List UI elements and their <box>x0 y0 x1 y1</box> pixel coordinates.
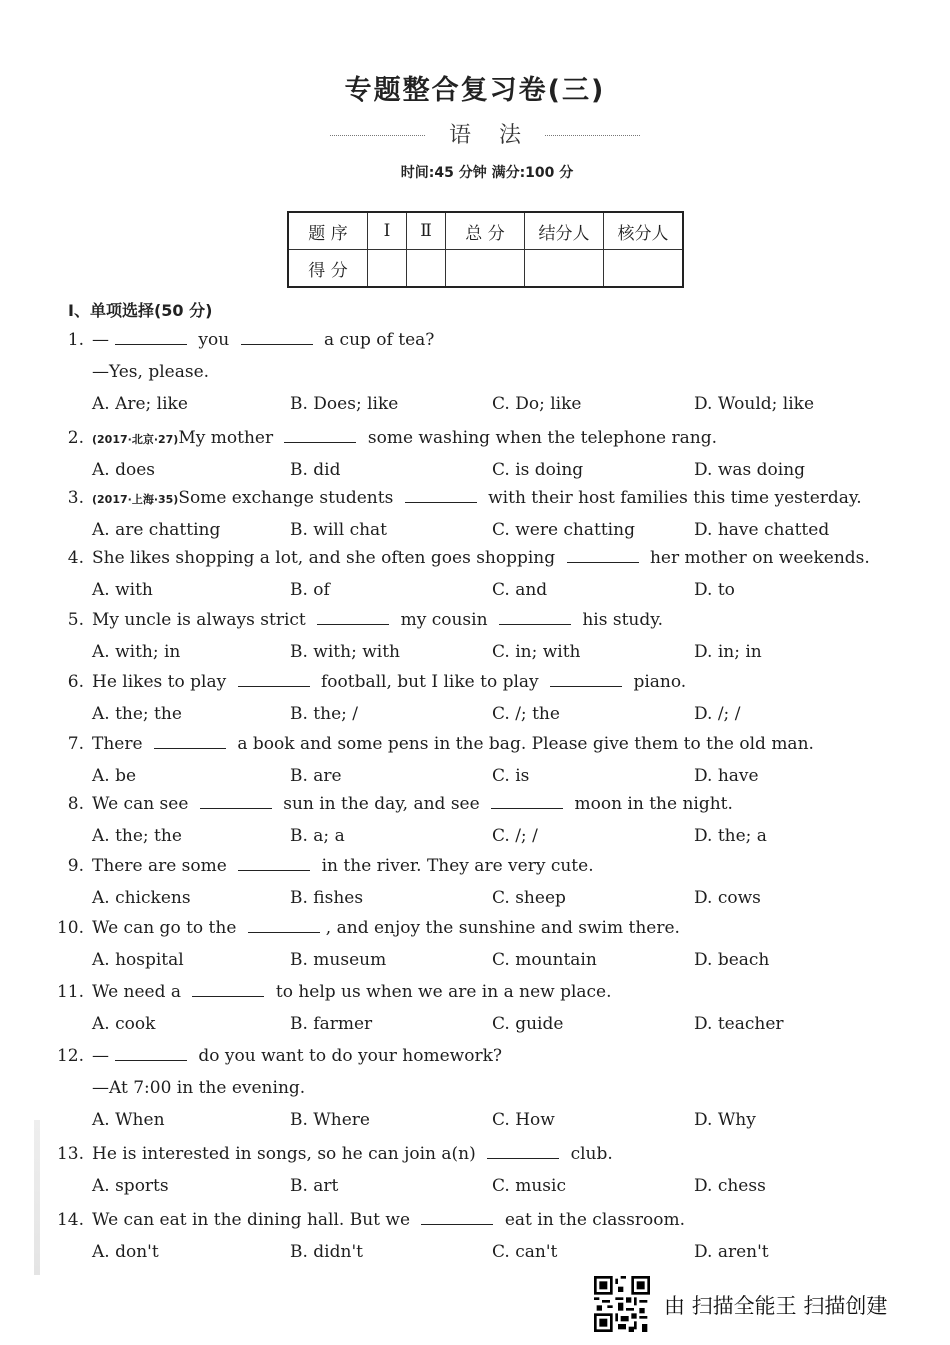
score-cell-checker: 核分人 <box>604 212 684 250</box>
answer-option[interactable]: D. chess <box>694 1176 766 1196</box>
question-text <box>92 330 434 350</box>
question-number: 1. <box>67 330 84 350</box>
answer-option[interactable]: B. farmer <box>290 1014 373 1034</box>
section-heading: Ⅰ、单项选择(50 分) <box>68 301 213 320</box>
answer-option[interactable]: C. /; / <box>492 826 538 846</box>
answer-blank[interactable] <box>405 488 477 503</box>
question-text <box>92 982 612 1002</box>
question-text-pre: We can eat in the dining hall. But we <box>92 1210 416 1230</box>
question-text-post: his study. <box>576 610 663 630</box>
answer-blank[interactable] <box>115 330 187 345</box>
question-text-pre: Some exchange students <box>178 488 399 508</box>
score-input-scorer[interactable] <box>525 250 604 288</box>
question-text <box>92 548 870 568</box>
question-number: 5. <box>67 610 84 630</box>
answer-option[interactable]: D. the; a <box>694 826 767 846</box>
answer-option[interactable]: C. were chatting <box>492 520 635 540</box>
answer-blank[interactable] <box>491 794 563 809</box>
answer-option[interactable]: A. cook <box>92 1014 156 1034</box>
answer-blank[interactable] <box>154 734 226 749</box>
question-number: 3. <box>67 488 84 508</box>
question-text-pre: We need a <box>92 982 187 1002</box>
score-input-part2[interactable] <box>407 250 446 288</box>
score-cell-scorer: 结分人 <box>525 212 604 250</box>
answer-option[interactable]: C. in; with <box>492 642 581 662</box>
answer-blank[interactable] <box>238 672 310 687</box>
answer-option[interactable]: D. teacher <box>694 1014 784 1034</box>
page-title: 专题整合复习卷(三) <box>344 75 606 106</box>
score-cell-part1: Ⅰ <box>368 212 407 250</box>
question-text <box>92 1210 685 1230</box>
answer-option[interactable]: D. have <box>694 766 759 786</box>
question-source: (2017·上海·35) <box>92 493 179 506</box>
score-input-total[interactable] <box>446 250 525 288</box>
answer-option[interactable]: B. of <box>290 580 330 600</box>
answer-option[interactable]: C. is doing <box>492 460 584 480</box>
answer-option[interactable]: A. don't <box>92 1242 159 1262</box>
answer-option[interactable]: A. hospital <box>92 950 184 970</box>
answer-option[interactable]: C. sheep <box>492 888 566 908</box>
answer-option[interactable]: A. sports <box>92 1176 169 1196</box>
question-text <box>92 1144 613 1164</box>
question-text-post: with their host families this time yesterday. <box>482 488 862 508</box>
question-number: 13. <box>56 1144 84 1164</box>
answer-option[interactable]: A. the; the <box>92 704 182 724</box>
answer-blank[interactable] <box>241 330 313 345</box>
answer-option[interactable]: B. didn't <box>290 1242 363 1262</box>
answer-option[interactable]: B. fishes <box>290 888 364 908</box>
answer-option[interactable]: C. is <box>492 766 530 786</box>
score-input-checker[interactable] <box>604 250 684 288</box>
question-text-pre: He likes to play <box>92 672 232 692</box>
answer-option[interactable]: B. Does; like <box>290 394 399 414</box>
answer-option[interactable]: D. /; / <box>694 704 741 724</box>
dialog-reply: —Yes, please. <box>92 362 210 382</box>
answer-option[interactable]: C. Do; like <box>492 394 582 414</box>
question-text <box>92 734 814 754</box>
question-text-post: club. <box>565 1144 613 1164</box>
question-text-post: moon in the night. <box>569 794 733 814</box>
answer-option[interactable]: C. music <box>492 1176 566 1196</box>
question-text-post: a book and some pens in the bag. Please give them to the old man. <box>231 734 814 754</box>
subtitle: 语法 <box>448 123 549 148</box>
question-text <box>92 610 663 630</box>
question-number: 11. <box>56 982 84 1002</box>
question-text-pre: — <box>92 330 109 350</box>
answer-option[interactable]: B. art <box>290 1176 339 1196</box>
answer-option[interactable]: B. with; with <box>290 642 400 662</box>
question-text <box>92 672 686 692</box>
watermark-text: 由 扫描全能王 扫描创建 <box>664 1294 888 1318</box>
answer-option[interactable]: D. beach <box>694 950 770 970</box>
answer-option[interactable]: C. guide <box>492 1014 564 1034</box>
scan-shadow <box>34 1120 40 1275</box>
answer-option[interactable]: A. with; in <box>92 642 181 662</box>
question-text-pre: — <box>92 1046 109 1066</box>
answer-option[interactable]: B. museum <box>290 950 387 970</box>
question-text-mid: sun in the day, and see <box>277 794 486 814</box>
answer-blank[interactable] <box>567 548 639 563</box>
answer-option[interactable]: B. Where <box>290 1110 370 1130</box>
answer-option[interactable]: D. to <box>694 580 735 600</box>
question-text-pre: She likes shopping a lot, and she often goes shopping <box>92 548 561 568</box>
answer-blank[interactable] <box>421 1210 493 1225</box>
answer-blank[interactable] <box>317 610 389 625</box>
question-text <box>92 488 862 508</box>
answer-option[interactable]: D. was doing <box>694 460 806 480</box>
question-text <box>92 428 717 448</box>
question-text-pre: We can go to the <box>92 918 242 938</box>
answer-blank[interactable] <box>192 982 264 997</box>
score-cell-order-label: 题 序 <box>288 212 368 250</box>
dotted-rule-right <box>545 135 640 136</box>
question-text-post: do you want to do your homework? <box>193 1046 502 1066</box>
answer-blank[interactable] <box>115 1046 187 1061</box>
question-text-post: some washing when the telephone rang. <box>362 428 717 448</box>
subtitle-block <box>330 118 640 152</box>
question-text-pre: We can see <box>92 794 194 814</box>
answer-option[interactable]: A. Are; like <box>92 394 188 414</box>
question-number: 14. <box>56 1210 84 1230</box>
answer-blank[interactable] <box>200 794 272 809</box>
question-number: 10. <box>56 918 84 938</box>
answer-option[interactable]: C. and <box>492 580 548 600</box>
answer-option[interactable]: D. Why <box>694 1110 756 1130</box>
question-number: 8. <box>67 794 84 814</box>
score-table-header-row <box>288 212 683 250</box>
answer-option[interactable]: A. the; the <box>92 826 182 846</box>
answer-blank[interactable] <box>248 918 320 933</box>
dialog-reply: —At 7:00 in the evening. <box>92 1078 306 1098</box>
answer-blank[interactable] <box>550 672 622 687</box>
answer-option[interactable]: C. /; the <box>492 704 560 724</box>
question-text-mid: my cousin <box>395 610 493 630</box>
question-text-post: , and enjoy the sunshine and swim there. <box>325 918 680 938</box>
question-text-mid: you <box>193 330 235 350</box>
answer-blank[interactable] <box>284 428 356 443</box>
question-number: 6. <box>67 672 84 692</box>
score-input-part1[interactable] <box>368 250 407 288</box>
answer-option[interactable]: A. with <box>92 580 153 600</box>
question-text-post: eat in the classroom. <box>499 1210 685 1230</box>
answer-blank[interactable] <box>499 610 571 625</box>
answer-option[interactable]: D. cows <box>694 888 761 908</box>
question-text-post: piano. <box>628 672 687 692</box>
answer-option[interactable]: D. Would; like <box>694 394 815 414</box>
answer-option[interactable]: D. in; in <box>694 642 762 662</box>
answer-option[interactable]: B. will chat <box>290 520 388 540</box>
question-number: 7. <box>67 734 84 754</box>
question-text-post: her mother on weekends. <box>644 548 870 568</box>
question-text-pre: My mother <box>178 428 279 448</box>
answer-option[interactable]: A. does <box>92 460 155 480</box>
score-table-score-row <box>288 250 683 288</box>
question-text <box>92 856 594 876</box>
question-text-pre: My uncle is always strict <box>92 610 312 630</box>
question-text-post: in the river. They are very cute. <box>316 856 594 876</box>
answer-option[interactable]: A. chickens <box>92 888 191 908</box>
question-text <box>92 1046 502 1066</box>
question-text-post: a cup of tea? <box>318 330 435 350</box>
question-text-pre: There <box>92 734 148 754</box>
question-text <box>92 794 733 814</box>
question-text-mid: football, but I like to play <box>315 672 545 692</box>
answer-option[interactable]: C. How <box>492 1110 555 1130</box>
answer-option[interactable]: A. When <box>92 1110 165 1130</box>
score-table <box>287 211 684 288</box>
answer-option[interactable]: D. aren't <box>694 1242 769 1262</box>
score-cell-total: 总 分 <box>446 212 525 250</box>
answer-option[interactable]: C. can't <box>492 1242 558 1262</box>
answer-option[interactable]: B. the; / <box>290 704 358 724</box>
time-info: 时间:45 分钟 满分:100 分 <box>400 165 574 181</box>
question-source: (2017·北京·27) <box>92 433 179 446</box>
question-text-pre: There are some <box>92 856 233 876</box>
score-cell-part2: Ⅱ <box>407 212 446 250</box>
answer-option[interactable]: C. mountain <box>492 950 597 970</box>
question-number: 4. <box>67 548 84 568</box>
qr-code-icon <box>594 1276 650 1332</box>
answer-option[interactable]: D. have chatted <box>694 520 830 540</box>
answer-option[interactable]: A. be <box>92 766 137 786</box>
question-number: 9. <box>67 856 84 876</box>
question-number: 12. <box>56 1046 84 1066</box>
question-text-pre: He is interested in songs, so he can join a(n) <box>92 1144 482 1164</box>
score-cell-score-label: 得 分 <box>288 250 368 288</box>
answer-option[interactable]: A. are chatting <box>92 520 221 540</box>
question-text-post: to help us when we are in a new place. <box>270 982 612 1002</box>
question-number: 2. <box>67 428 84 448</box>
answer-option[interactable]: B. a; a <box>290 826 345 846</box>
answer-option[interactable]: B. did <box>290 460 341 480</box>
answer-option[interactable]: B. are <box>290 766 342 786</box>
question-text <box>92 918 680 938</box>
answer-blank[interactable] <box>238 856 310 871</box>
scan-watermark <box>594 1276 934 1334</box>
answer-blank[interactable] <box>487 1144 559 1159</box>
